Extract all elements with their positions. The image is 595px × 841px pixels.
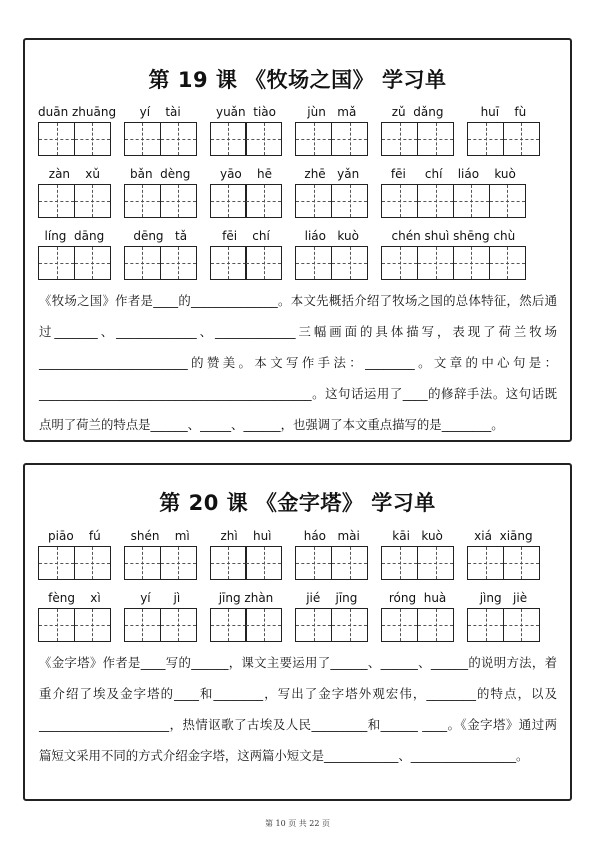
page-footer: 第 10 页 共 22 页 [264, 819, 331, 828]
writing-box[interactable] [417, 246, 454, 280]
writing-box[interactable] [210, 122, 247, 156]
writing-box[interactable] [245, 184, 282, 218]
writing-box[interactable] [38, 546, 75, 580]
writing-box[interactable] [417, 546, 454, 580]
writing-box[interactable] [467, 546, 504, 580]
writing-box[interactable] [453, 246, 490, 280]
word-group [295, 590, 368, 642]
pinyin-label: zǔ dǎng [391, 105, 444, 119]
writing-box[interactable] [381, 608, 418, 642]
word-group [38, 104, 117, 156]
writing-box[interactable] [74, 608, 111, 642]
writing-box[interactable] [38, 184, 75, 218]
writing-box[interactable] [160, 608, 197, 642]
word-group [295, 166, 368, 218]
pinyin-label: fēi chí [222, 229, 270, 243]
writing-boxes [295, 608, 368, 642]
writing-boxes [124, 246, 197, 280]
writing-box[interactable] [74, 184, 111, 218]
writing-boxes [210, 184, 283, 218]
writing-boxes [124, 122, 197, 156]
writing-box[interactable] [417, 184, 454, 218]
writing-box[interactable] [331, 122, 368, 156]
writing-boxes [467, 122, 540, 156]
pinyin-label: zhē yǎn [304, 167, 360, 181]
writing-boxes [295, 246, 368, 280]
lesson-20-pinyin-grid [25, 528, 570, 652]
writing-box[interactable] [160, 246, 197, 280]
writing-box[interactable] [210, 246, 247, 280]
writing-box[interactable] [381, 122, 418, 156]
lesson-19-pinyin-grid [25, 104, 570, 290]
writing-boxes [381, 184, 525, 218]
pinyin-label: háo mài [303, 529, 360, 543]
writing-box[interactable] [245, 246, 282, 280]
writing-box[interactable] [381, 546, 418, 580]
writing-boxes [295, 122, 368, 156]
writing-boxes [38, 246, 111, 280]
writing-box[interactable] [210, 608, 247, 642]
word-group [124, 104, 197, 156]
writing-box[interactable] [74, 122, 111, 156]
writing-boxes [210, 608, 283, 642]
pinyin-label: kāi kuò [392, 529, 443, 543]
word-group [124, 528, 197, 580]
writing-boxes [210, 546, 283, 580]
pinyin-label: huī fù [480, 105, 527, 119]
word-group [124, 228, 197, 280]
writing-boxes [295, 546, 368, 580]
writing-box[interactable] [295, 546, 332, 580]
word-group [381, 228, 525, 280]
writing-box[interactable] [467, 122, 504, 156]
word-group [467, 104, 540, 156]
writing-box[interactable] [489, 246, 526, 280]
writing-box[interactable] [295, 122, 332, 156]
writing-boxes [467, 608, 540, 642]
writing-box[interactable] [124, 608, 161, 642]
pinyin-label: xiá xiāng [474, 529, 533, 543]
lesson-19-title: 第 19 课 《牧场之国》 学习单 [148, 68, 447, 92]
pinyin-row [38, 228, 570, 290]
writing-box[interactable] [74, 546, 111, 580]
pinyin-row [38, 166, 570, 228]
writing-box[interactable] [210, 546, 247, 580]
writing-box[interactable] [124, 546, 161, 580]
word-group [124, 590, 197, 642]
word-group [381, 104, 454, 156]
pinyin-label: yāo hē [219, 167, 273, 181]
writing-box[interactable] [503, 546, 540, 580]
writing-box[interactable] [417, 608, 454, 642]
writing-box[interactable] [38, 608, 75, 642]
writing-box[interactable] [74, 246, 111, 280]
word-group [124, 166, 197, 218]
writing-box[interactable] [467, 608, 504, 642]
pinyin-label: zhì huì [220, 529, 272, 543]
word-group [381, 528, 454, 580]
writing-box[interactable] [245, 122, 282, 156]
word-group [210, 228, 283, 280]
word-group [381, 166, 525, 218]
writing-box[interactable] [417, 122, 454, 156]
lesson-19-fill-text: 《牧场之国》作者是____的______________。本文先概括介绍了牧场之国的总体特征，然后通过_______、_____________、_____________三幅画面的具体描写，表现了荷兰牧场________________________的赞美。本文写作手法：________。文章的中心句是：____________________________________________。这句话运用了____的修辞手法。这句话既点明了荷兰的特点是______、_____、______，也强调了本文重点描写的是________。 [39, 293, 557, 432]
pinyin-label: chén shuì shēng chù [391, 229, 516, 243]
lesson-19-panel [23, 38, 572, 442]
pinyin-label: jīng zhàn [218, 591, 274, 605]
writing-boxes [38, 184, 111, 218]
lesson-20-fill-text: 《金字塔》作者是____写的______，课文主要运用了______、______、______的说明方法，着重介绍了埃及金字塔的____和________，写出了金字塔外观宏伟，________的特点，以及_____________________，热情讴歌了古埃及人民_________和______ ____。《金字塔》通过两篇短文采用不同的方式介绍金字塔，这两篇小短文是____________、_________________。 [39, 655, 557, 763]
lesson-20-panel [23, 463, 572, 801]
writing-box[interactable] [210, 184, 247, 218]
writing-box[interactable] [381, 246, 418, 280]
word-group [210, 590, 283, 642]
pinyin-label: liáo kuò [304, 229, 359, 243]
pinyin-label: bǎn dèng [129, 167, 191, 181]
writing-box[interactable] [38, 122, 75, 156]
writing-boxes [124, 608, 197, 642]
writing-box[interactable] [331, 184, 368, 218]
writing-box[interactable] [124, 184, 161, 218]
word-group [295, 104, 368, 156]
writing-box[interactable] [453, 184, 490, 218]
pinyin-label: shén mì [130, 529, 190, 543]
writing-boxes [210, 246, 283, 280]
writing-box[interactable] [331, 246, 368, 280]
pinyin-label: zàn xǔ [48, 167, 101, 181]
word-group [210, 166, 283, 218]
writing-boxes [124, 184, 197, 218]
writing-boxes [295, 184, 368, 218]
pinyin-label: líng dāng [44, 229, 105, 243]
word-group [210, 104, 283, 156]
word-group [381, 590, 454, 642]
pinyin-label: yuǎn tiào [215, 105, 276, 119]
pinyin-label: jié jīng [306, 591, 358, 605]
writing-boxes [381, 122, 454, 156]
pinyin-row [38, 590, 570, 652]
writing-box[interactable] [295, 608, 332, 642]
writing-boxes [124, 546, 197, 580]
word-group [210, 528, 283, 580]
writing-box[interactable] [38, 246, 75, 280]
pinyin-label: fēi chí liáo kuò [390, 167, 516, 181]
writing-box[interactable] [124, 122, 161, 156]
writing-boxes [38, 122, 111, 156]
writing-box[interactable] [295, 246, 332, 280]
word-group [38, 166, 111, 218]
word-group [295, 528, 368, 580]
pinyin-label: piāo fú [48, 529, 101, 543]
writing-boxes [38, 546, 111, 580]
writing-box[interactable] [331, 608, 368, 642]
writing-box[interactable] [245, 546, 282, 580]
writing-box[interactable] [160, 546, 197, 580]
writing-boxes [38, 608, 111, 642]
writing-boxes [381, 546, 454, 580]
writing-box[interactable] [245, 608, 282, 642]
writing-boxes [210, 122, 283, 156]
pinyin-row [38, 104, 570, 166]
writing-box[interactable] [160, 184, 197, 218]
pinyin-label: róng huà [388, 591, 447, 605]
pinyin-label: fèng xì [48, 591, 101, 605]
writing-box[interactable] [124, 246, 161, 280]
writing-box[interactable] [381, 184, 418, 218]
writing-boxes [381, 246, 525, 280]
word-group [38, 590, 111, 642]
writing-box[interactable] [489, 184, 526, 218]
writing-box[interactable] [295, 184, 332, 218]
word-group [295, 228, 368, 280]
pinyin-row [38, 528, 570, 590]
word-group [38, 228, 111, 280]
word-group [467, 590, 540, 642]
pinyin-label: yí tài [139, 105, 181, 119]
writing-box[interactable] [331, 546, 368, 580]
word-group [38, 528, 111, 580]
writing-box[interactable] [503, 122, 540, 156]
pinyin-label: jùn mǎ [307, 105, 357, 119]
writing-box[interactable] [503, 608, 540, 642]
pinyin-label: yí jì [140, 591, 181, 605]
word-group [467, 528, 540, 580]
writing-box[interactable] [160, 122, 197, 156]
lesson-20-title: 第 20 课 《金字塔》 学习单 [159, 491, 436, 515]
pinyin-label: jìng jiè [479, 591, 528, 605]
writing-boxes [467, 546, 540, 580]
writing-boxes [381, 608, 454, 642]
pinyin-label: duān zhuāng [38, 105, 117, 119]
pinyin-label: dēng tǎ [133, 229, 188, 243]
